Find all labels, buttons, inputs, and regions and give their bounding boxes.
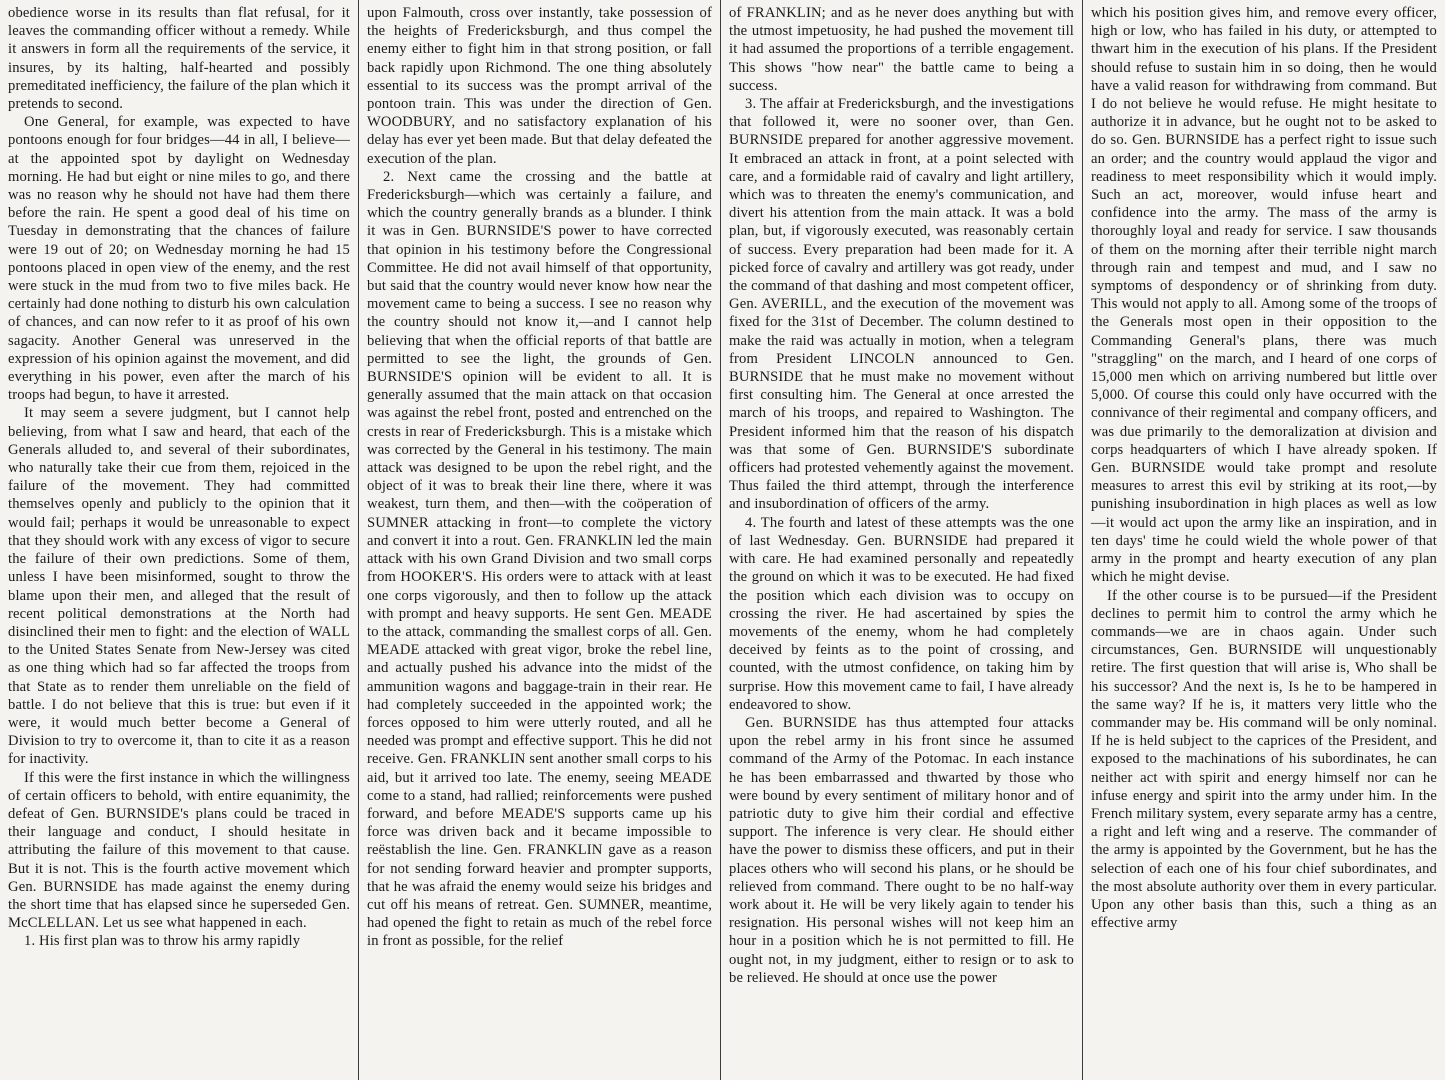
column-2 (358, 0, 720, 1080)
paragraph: of FRANKLIN; and as he never does anything but with the utmost impetuosity, he had pushed the movement till it had assumed the proportions of a terrible engagement. This shows "how near" the battle came to being a success. (729, 5, 1074, 94)
paragraph: 1. His first plan was to throw his army rapidly (24, 933, 301, 950)
paragraph: If this were the first instance in which the willingness of certain officers to behold, with entire equanimity, the defeat of Gen. BURNSIDE's plans could be traced in their language and conduct, I should hesitate in attributing the failure of this movement to that cause. But it is not. This is the fourth active movement which Gen. BURNSIDE has made against the enemy during the short time that has elapsed since he superseded Gen. McCLELLAN. Let us see what happened in each. (8, 769, 350, 932)
paragraph: upon Falmouth, cross over instantly, take possession of the heights of Fredericksburgh, and thus compel the enemy either to fight him in that strong position, or fall back rapidly upon Richmond. The one thing absolutely essential to its success was the prompt arrival of the pontoon train. This was under the direction of Gen. WOODBURY, and no satisfactory explanation of his delay has ever yet been made. But that delay defeated the execution of the plan. (367, 5, 712, 167)
paragraph: 3. The affair at Fredericksburgh, and the investigations that followed it, were no sooner over, than Gen. BURNSIDE prepared for another aggressive movement. It embraced an attack in front, at a point selected with care, and a formidable raid of cavalry and light artillery, which was to threaten the enemy's communication, and divert his attention from the main attack. It was a bold plan, but, if vigorously executed, was reasonably certain of success. Every preparation had been made for it. A picked force of cavalry and artillery was got ready, under the command of that dashing and most competent officer, Gen. AVERILL, and the execution of the movement was fixed for the 31st of December. The column destined to make the raid was actually in motion, when a telegram from President LINCOLN announced to Gen. BURNSIDE that he must make no movement without first consulting him. The General at once arrested the march of his troops, and repaired to Washington. The President informed him that the reason of his dispatch was that some of Gen. BURNSIDE'S subordinate officers had protested vehemently against the movement. Thus failed the third attempt, through the interference and insubordination of officers of the army. (729, 96, 1074, 513)
paragraph: If the other course is to be pursued—if the President declines to permit him to control the army which he commands—we are in chaos again. Under such circumstances, Gen. BURNSIDE will unquestionably retire. The first question that will arise is, Who shall be his successor? And the next is, Is he to be hampered in the same way? If he is, it matters very little who the commander may be. His command will be only nominal. If he is held subject to the caprices of the President, and exposed to the machinations of his subordinates, he can neither act with spirit and energy himself nor can he infuse energy and spirit into the army under him. In the French military system, every separate army has a centre, a right and left wing and a reserve. The commander of the army is appointed by the Government, but he has the selection of each one of his four chief subordinates, and the most absolute authority over them in every particular. Upon any other basis than this, such a thing as an effective army (1091, 587, 1437, 932)
paragraph: obedience worse in its results than flat refusal, for it leaves the commanding officer without a remedy. While it answers in form all the requirements of the service, it insures, by its halting, half-hearted and possibly premeditated inefficiency, the failure of the plan which it pretends to second. (8, 5, 350, 113)
paragraph: 2. Next came the crossing and the battle at Fredericksburgh—which was certainly a failure, and which the country generally brands as a blunder. I think it was in Gen. BURNSIDE'S power to have corrected that opinion in his testimony before the Congressional Committee. He did not avail himself of that opportunity, but said that the country would never know how near the movement came to being a success. I see no reason why the country should not know it,—and I cannot help believing that when the official reports of that battle are permitted to see the light, the grounds of Gen. BURNSIDE'S opinion will be evident to all. It is generally assumed that the main attack on that occasion was against the rebel front, posted and entrenched on the crests in rear of Fredericksburgh. This is a mistake which was corrected by the General in his testimony. The main attack was designed to be upon the rebel right, and the object of it was to break their line there, where it was weakest, turn them, and then—with the coöperation of SUMNER attacking in front—to complete the victory and convert it into a rout. Gen. FRANKLIN led the main attack with his own Grand Division and two small corps from HOOKER'S. His orders were to attack with at least one corps vigorously, and then to follow up the attack with prompt and heavy supports. He sent Gen. MEADE to the attack, commanding the smallest corps of all. Gen. MEADE attacked with great vigor, broke the rebel line, and actually pushed his advance into the midst of the ammunition wagons and baggage-train in their rear. He had completely succeeded in the appointed work; the forces opposed to him were utterly routed, and all he needed was prompt and effective support. This he did not receive. Gen. FRANKLIN sent another small corps to his aid, but it arrived too late. The enemy, seeing MEADE come to a stand, had rallied; reinforcements were pushed forward, and before MEADE'S supports came up his force was driven back and it became impossible to reëstablish the line. Gen. FRANKLIN gave as a reason for not sending forward heavier and prompter supports, that he was afraid the enemy would seize his bridges and cut off his means of retreat. Gen. SUMNER, meantime, had opened the fight to retain as much of the rebel force in front as possible, for the relief (367, 168, 712, 950)
column-3 (720, 0, 1082, 1080)
column-1 (0, 0, 358, 1080)
column-4 (1082, 0, 1445, 1080)
paragraph: One General, for example, was expected to have pontoons enough for four bridges—44 in all, I believe—at the appointed spot by daylight on Wednesday morning. He had but eight or nine miles to go, and there was no reason why he should not have had them there before the rain. He spent a good deal of his time on Tuesday in demonstrating that the chances of failure were 19 out of 20; on Wednesday morning he had 15 pontoons placed in open view of the enemy, and the rest were stuck in the mud from two to five miles back. He certainly had done nothing to disturb his own calculation of chances, and can now refer to it as proof of his own sagacity. Another General was unreserved in the expression of his opinion against the movement, and did everything in his power, even after the march of his troops had begun, to have it arrested. (8, 114, 350, 404)
paragraph: Gen. BURNSIDE has thus attempted four attacks upon the rebel army in his front since he assumed command of the Army of the Potomac. In each instance he has been embarrassed and thwarted by those who were bound by every sentiment of military honor and of patriotic duty to give him their cordial and effective support. The inference is very clear. He should either have the power to dismiss these officers, and put in their places others who will second his plans, or he should be relieved from command. There ought to be no half-way work about it. He will be very likely again to tender his resignation. His personal wishes will not keep him an hour in a position which he is not permitted to fill. He ought not, in my judgment, either to resign or to ask to be relieved. He should at once use the power (729, 714, 1074, 986)
paragraph: 4. The fourth and latest of these attempts was the one of last Wednesday. Gen. BURNSIDE had prepared it with care. He had examined personally and repeatedly the ground on which it was to be executed. He had fixed the position which each division was to occupy on crossing the river. He had ascertained by spies the movements of the enemy, whom he had completely deceived by feints as to the point of crossing, and counted, with the utmost confidence, on taking him by surprise. How this movement came to fail, I have already endeavored to show. (729, 514, 1074, 713)
paragraph: which his position gives him, and remove every officer, high or low, who has failed in his duty, or attempted to thwart him in the execution of his plans. If the President should refuse to sustain him in so doing, then he would have a valid reason for withdrawing from command. But I do not believe he would refuse. He might hesitate to authorize it in advance, but he ought not to be asked to do so. Gen. BURNSIDE has a perfect right to issue such an order; and the country would applaud the vigor and readiness to meet responsibility which it would imply. Such an act, moreover, would infuse heart and confidence into the army. The mass of the army is thoroughly loyal and ready for service. I saw thousands of them on the morning after their terrible night march through rain and tempest and mud, and I saw no symptoms of despondency or of shrinking from duty. This would not apply to all. Among some of the troops of the Generals most open in their opposition to the Commanding General's plans, there was much "straggling" on the march, and I heard of one corps of 15,000 men which on arriving numbered but little over 5,000. Of course this could only have occurred with the connivance of their regimental and company officers, and was due primarily to the demoralization at division and corps headquarters of which I have already spoken. If Gen. BURNSIDE would take prompt and resolute measures to arrest this evil by striking at its root,—by punishing insubordination in high places as well as low—it would act upon the army like an inspiration, and in ten days' time he could wield the whole power of that army in the prompt and hearty execution of any plan which he might devise. (1091, 5, 1437, 586)
paragraph: It may seem a severe judgment, but I cannot help believing, from what I saw and heard, that each of the Generals alluded to, and several of their subordinates, who naturally take their cue from them, rejoiced in the failure of the movement. They had committed themselves openly and publicly to the opinion that it would fail; perhaps it would be unreasonable to expect that they should work with any excess of vigor to secure the failure of their own predictions. Some of them, unless I have been misinformed, sought to throw the blame upon their men, and alleged that the result of recent political demonstrations at the North had disinclined their men to fight: and the election of WALL to the United States Senate from New-Jersey was cited as one thing which had so far affected the troops from that State as to render them unreliable on the field of battle. I do not believe that this is true: but even if it were, it would much better become a General of Division to try to overcome it, than to cite it as a reason for inactivity. (8, 405, 350, 768)
